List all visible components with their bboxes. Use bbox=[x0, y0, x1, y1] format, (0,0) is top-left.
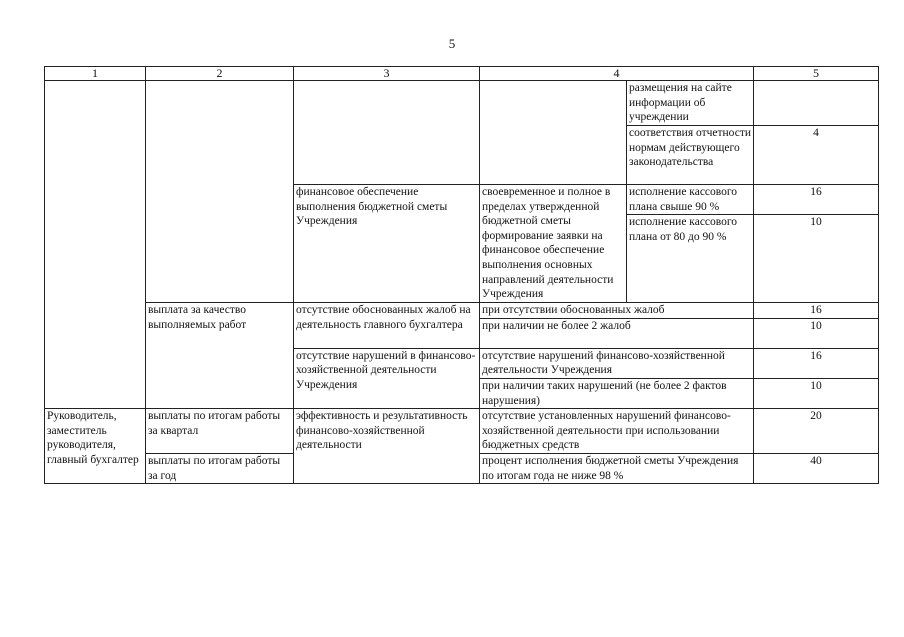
cell-condition-budget: своевременное и полное в пределах утвержденной бюджетной сметы формирование заявки на финансовое обеспечение выполнения основных направлений деятельности Учреждения bbox=[480, 185, 627, 303]
cell-indicator-complaints: отсутствие обоснованных жалоб на деятельность главного бухгалтера bbox=[294, 303, 480, 349]
cell-payment-empty bbox=[146, 81, 294, 303]
cell-points: 16 bbox=[754, 185, 879, 215]
header-col-5: 5 bbox=[754, 67, 879, 81]
cell-position-empty bbox=[45, 81, 146, 409]
page-number: 5 bbox=[448, 36, 456, 51]
cell-points: 16 bbox=[754, 303, 879, 319]
cell-points: 10 bbox=[754, 378, 879, 408]
table-row bbox=[45, 409, 879, 454]
cell-indicator-empty bbox=[294, 81, 480, 185]
cell-criterion-over-90: исполнение кассового плана свыше 90 % bbox=[627, 185, 754, 215]
cell-criterion-no-established-violations: отсутствие установленных нарушений финансово-хозяйственной деятельности при использовании бюджетных средств bbox=[480, 409, 754, 454]
cell-indicator-efficiency: эффективность и результативность финансово-хозяйственной деятельности bbox=[294, 409, 480, 484]
cell-criterion-two-complaints: при наличии не более 2 жалоб bbox=[480, 318, 754, 348]
cell-points: 40 bbox=[754, 454, 879, 484]
cell-points-empty bbox=[754, 81, 879, 126]
table-row bbox=[45, 81, 879, 126]
cell-criterion-budget-98: процент исполнения бюджетной сметы Учреждения по итогам года не ниже 98 % bbox=[480, 454, 754, 484]
header-row bbox=[45, 67, 879, 81]
table-row bbox=[45, 303, 879, 319]
cell-payment-quality: выплата за качество выполняемых работ bbox=[146, 303, 294, 409]
cell-criterion-reporting: соответствия отчетности нормам действующего законодательства bbox=[627, 126, 754, 185]
cell-points: 10 bbox=[754, 215, 879, 303]
header-col-3: 3 bbox=[294, 67, 480, 81]
cell-points: 10 bbox=[754, 318, 879, 348]
cell-criterion-two-violations: при наличии таких нарушений (не более 2 фактов нарушения) bbox=[480, 378, 754, 408]
cell-condition-empty bbox=[480, 81, 627, 185]
criteria-table bbox=[44, 66, 879, 484]
cell-points: 16 bbox=[754, 348, 879, 378]
header-col-1: 1 bbox=[45, 67, 146, 81]
cell-criterion-no-complaints: при отсутствии обоснованных жалоб bbox=[480, 303, 754, 319]
header-col-4: 4 bbox=[480, 67, 754, 81]
header-col-2: 2 bbox=[146, 67, 294, 81]
cell-payment-year: выплаты по итогам работы за год bbox=[146, 454, 294, 484]
cell-indicator-budget: финансовое обеспечение выполнения бюджетной сметы Учреждения bbox=[294, 185, 480, 303]
cell-indicator-violations: отсутствие нарушений в финансово-хозяйственной деятельности Учреждения bbox=[294, 348, 480, 408]
cell-points: 20 bbox=[754, 409, 879, 454]
cell-position-management: Руководитель, заместитель руководителя, главный бухгалтер bbox=[45, 409, 146, 484]
cell-payment-quarter: выплаты по итогам работы за квартал bbox=[146, 409, 294, 454]
cell-criterion-no-violations: отсутствие нарушений финансово-хозяйственной деятельности Учреждения bbox=[480, 348, 754, 378]
cell-points: 4 bbox=[754, 126, 879, 185]
cell-criterion-site: размещения на сайте информации об учреждении bbox=[627, 81, 754, 126]
cell-criterion-80-90: исполнение кассового плана от 80 до 90 % bbox=[627, 215, 754, 303]
